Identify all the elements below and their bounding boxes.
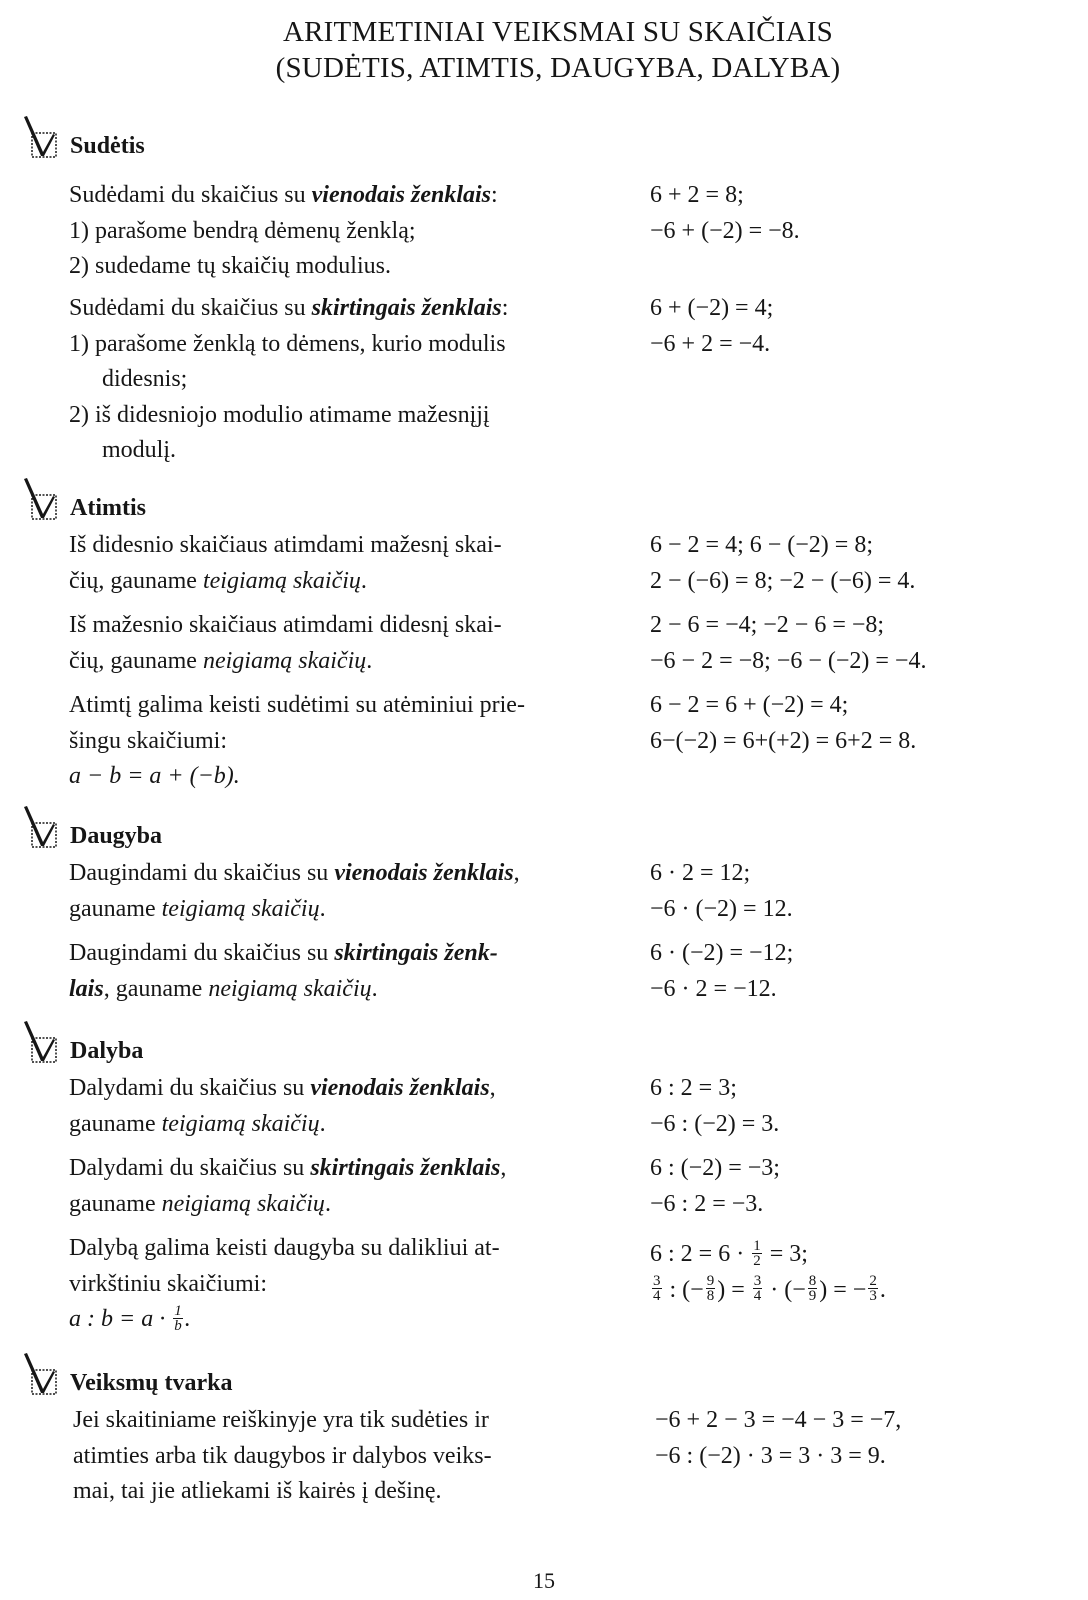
example: 2 − (−6) = 8; −2 − (−6) = 4. — [650, 567, 916, 594]
rule-text: Dalydami du skaičius su vienodais ženklais, gauname teigiamą skaičių. — [69, 1075, 496, 1137]
rule-text: Dalydami du skaičius su skirtingais ženklais, gauname neigiamą skaičių. — [69, 1155, 507, 1217]
fraction: $\frac{9}{8}$ — [706, 1273, 715, 1305]
heading-label: Atimtis — [70, 495, 146, 521]
emphasis: vienodais ženklais — [311, 182, 491, 208]
emphasis: neigiamą skaičių — [161, 1190, 325, 1217]
example: 6−(−2) = 6+(+2) = 6+2 = 8. — [650, 727, 917, 754]
emphasis: skirtingais ženklais — [311, 295, 502, 321]
fraction: $\frac{8}{9}$ — [808, 1273, 817, 1305]
example: −6 + 2 − 3 = −4 − 3 = −7, — [655, 1407, 902, 1433]
rule-text: Iš didesnio skaičiaus atimdami mažesnį skai- čių, gauname teigiamą skaičių. — [69, 532, 502, 594]
rule-text: Dalybą galima keisti daugyba su dalikliui at- virkštiniu skaičiumi: a : b = a · $\frac{1}{b}$ . — [69, 1231, 619, 1338]
example: −6 − 2 = −8; −6 − (−2) = −4. — [650, 647, 927, 674]
rule-examples — [650, 291, 1070, 362]
example: −6 : 2 = −3. — [650, 1190, 764, 1217]
rule-examples — [650, 936, 1070, 1007]
example: −6 : (−2) · 3 = 3 · 3 = 9. — [655, 1442, 886, 1469]
section-heading-atimtis — [22, 482, 146, 522]
step: 2) iš didesniojo modulio atimame mažesnįjį — [69, 401, 490, 428]
checkbox-check-icon — [22, 1351, 68, 1397]
fraction: $\frac{3}{4}$ — [753, 1273, 762, 1305]
fraction: $\frac{1}{b}$ — [174, 1302, 182, 1334]
checkbox-check-icon — [22, 1019, 68, 1065]
rule-text: Daugindami du skaičius su skirtingais ženk- lais, gauname neigiamą skaičių. — [69, 940, 498, 1002]
emphasis: skirtingais ženk- — [334, 940, 498, 966]
example: 6 + 2 = 8; — [650, 182, 744, 208]
rule-text: Jei skaitiniame reiškinyje yra tik sudėties ir atimties arba tik daugybos ir dalybos veiks- mai, tai jie atliekami iš kairės į dešinę. — [73, 1407, 492, 1504]
step-continued: didesnis; — [102, 366, 188, 392]
example: 6 + (−2) = 4; — [650, 295, 774, 321]
rule-text: Sudėdami du skaičius su skirtingais ženklais: 1) parašome ženklą to dėmens, kurio modulis didesnis; 2) iš didesniojo modulio atimame mažesnįjį modulį. — [69, 291, 619, 469]
page-number: 15 — [533, 1568, 555, 1593]
emphasis: teigiamą skaičių — [202, 567, 361, 594]
formula: a − b = a + (−b). — [69, 763, 240, 789]
emphasis: neigiamą skaičių — [202, 647, 367, 674]
example: 6 − 2 = 6 + (−2) = 4; — [650, 692, 849, 718]
example: 6 : (−2) = −3; — [650, 1155, 780, 1181]
rule-text: Daugindami du skaičius su vienodais ženklais, gauname teigiamą skaičių. — [69, 860, 520, 922]
emphasis: neigiamą skaičių — [208, 975, 372, 1002]
page-title-line2: (SUDĖTIS, ATIMTIS, DAUGYBA, DALYBA) — [275, 52, 841, 84]
section-heading-tvarka — [22, 1357, 232, 1397]
rule-examples — [655, 1403, 1075, 1474]
example: 6 · 2 = 12; — [650, 860, 751, 886]
example: 6 : 2 = 3; — [650, 1075, 737, 1101]
rule-examples — [650, 856, 1070, 927]
step: 2) sudedame tų skaičių modulius. — [69, 253, 391, 279]
emphasis: skirtingais ženklais — [310, 1155, 501, 1181]
rule-examples — [650, 178, 1070, 249]
checkbox-check-icon — [22, 476, 68, 522]
section-heading-daugyba — [22, 810, 162, 850]
rule-examples — [650, 688, 1070, 759]
fraction: $\frac{2}{3}$ — [869, 1273, 877, 1305]
example: 6 · (−2) = −12; — [650, 940, 794, 966]
page-title-line1: ARITMETINIAI VEIKSMAI SU SKAIČIAIS — [283, 16, 833, 48]
example: $\frac{3}{4}$ : (− $\frac{9}{8}$ ) = $\frac{3}{4}$ · (− $\frac{8}{9}$ ) = − $\frac{2}{3}$ . — [653, 1273, 886, 1305]
heading-label: Dalyba — [70, 1038, 144, 1064]
example: 6 − 2 = 4; 6 − (−2) = 8; — [650, 532, 873, 558]
rule-examples — [650, 608, 1070, 679]
emphasis: vienodais ženklais — [334, 860, 514, 886]
heading-label: Sudėtis — [70, 133, 145, 159]
heading-label: Daugyba — [70, 823, 163, 849]
emphasis: lais — [69, 975, 104, 1002]
section-heading-sudetis — [22, 120, 145, 160]
checkbox-check-icon — [22, 114, 68, 160]
fraction: $\frac{1}{2}$ — [753, 1237, 761, 1269]
rule-examples — [650, 528, 1070, 599]
step: 1) parašome bendrą dėmenų ženklą; — [69, 217, 416, 244]
rule-text: Atimtį galima keisti sudėtimi su atėminiui prie- šingu skaičiumi: a − b = a + (−b). — [69, 688, 619, 795]
example: 6 : 2 = 6 · $\frac{1}{2}$ = 3; — [650, 1237, 808, 1269]
example: −6 : (−2) = 3. — [650, 1110, 780, 1137]
rule-examples — [650, 1151, 1070, 1222]
section-heading-dalyba — [22, 1025, 143, 1065]
page-title — [0, 14, 1088, 86]
example: −6 + 2 = −4. — [650, 330, 771, 357]
formula: a : b = a · $\frac{1}{b}$ . — [69, 1302, 191, 1334]
emphasis: teigiamą skaičių — [161, 895, 320, 922]
step: 1) parašome ženklą to dėmens, kurio modulis — [69, 330, 506, 357]
checkbox-check-icon — [22, 804, 68, 850]
rule-text: Sudėdami du skaičius su vienodais ženklais: 1) parašome bendrą dėmenų ženklą; 2) sudedame tų skaičių modulius. — [69, 178, 619, 285]
rule-examples — [650, 1237, 1070, 1308]
emphasis: vienodais ženklais — [310, 1075, 490, 1101]
step-continued: modulį. — [102, 437, 177, 463]
example: −6 + (−2) = −8. — [650, 217, 800, 244]
example: −6 · (−2) = 12. — [650, 895, 793, 922]
example: −6 · 2 = −12. — [650, 975, 777, 1002]
fraction: $\frac{3}{4}$ — [653, 1273, 661, 1305]
rule-examples — [650, 1071, 1070, 1142]
example: 2 − 6 = −4; −2 − 6 = −8; — [650, 612, 885, 638]
emphasis: teigiamą skaičių — [161, 1110, 320, 1137]
heading-label: Veiksmų tvarka — [70, 1370, 233, 1396]
rule-text: Iš mažesnio skaičiaus atimdami didesnį skai- čių, gauname neigiamą skaičių. — [69, 612, 502, 674]
